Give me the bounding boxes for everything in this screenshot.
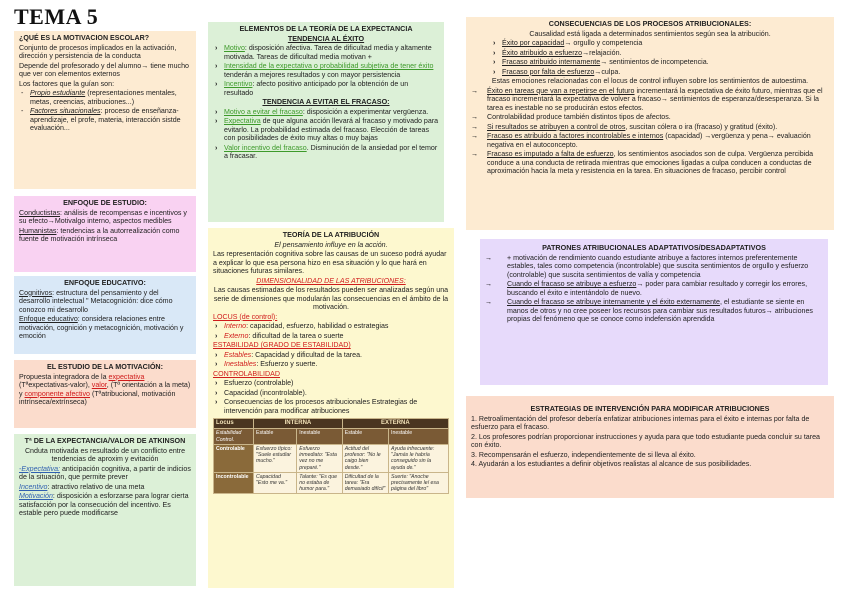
consecuencias-emotions: Estas emociones relacionadas con el locus de control influyen sobre los sentimientos de autoestima.: [491, 77, 809, 86]
expectativa-valor-intro: Cnduta motivada es resultado de un conflicto entre tendencias de aproxim y evitación: [24, 446, 186, 464]
list-item: › Capacidad (incontrolable).: [213, 389, 449, 398]
estudio-motivacion-heading: EL ESTUDIO DE LA MOTIVACIÓN:: [46, 362, 164, 371]
list-item: › Éxito por capacidad→ orgullo y competencia: [491, 39, 829, 48]
list-item: - Propio estudiante (representaciones mentales, metas, creencias, atribuciones...): [19, 89, 191, 106]
enfoque-estudio-box: [14, 196, 196, 272]
list-item: › Expectativa de que alguna acción llevará al fracaso y motivado para evitarlo. La probabilidad estimada del fracaso. Elección de tareas con posibilidades de éxito muy altas o muy bajas: [213, 117, 439, 143]
table-subheader: Inestable: [297, 429, 343, 444]
elementos-teoria-heading: ELEMENTOS DE LA TEORÍA DE LA EXPECTANCIA: [239, 24, 413, 33]
patrones-heading: PATRONES ATRIBUCIONALES ADAPTATIVOS/DESADAPTATIVOS: [542, 243, 766, 252]
table-row: Controlable Esfuerzo típico: "Suele estudiar mucho." Esfuerzo inmediato: "Esta vez no me preparé." Actitud del profesor: "No le caigo bien desde." Ayuda infrecuente: "Jamás le habría conseguido sin la ayuda de.": [214, 444, 449, 472]
dimensionalidad-text: Las causas estimadas de los resultados pueden ser analizadas según una serie de dimensiones que modularán las consecuencias en el ámbito de la motivación.: [213, 286, 449, 312]
table-header-externa: EXTERNA: [342, 419, 448, 429]
list-item: › Externo: dificultad de la tarea o suerte: [213, 332, 449, 341]
tendencia-evitar-heading: TENDENCIA A EVITAR EL FRACASO:: [262, 97, 390, 107]
list-item: Motivación: disposición a esforzarse para lograr cierta satisfacción por la consecución del incentivo. Es estable pero puede modificarse: [19, 492, 189, 518]
locus-label: LOCUS (de control):: [213, 312, 278, 321]
list-item: 3. Recompensarán el esfuerzo, independientemente de si lleva al éxito.: [471, 450, 696, 459]
estudio-motivacion-text: Propuesta integradora de la expectativa (Tªexpectativas-valor), valor, (Tª orientación a la meta) y componente afectivo (Tªatribucional, motivación intrínseca/extrínseca): [19, 372, 191, 407]
list-item: › Motivo a evitar el fracaso: disposición a experimentar vergüenza.: [213, 108, 439, 117]
list-item: › Intensidad de la expectativa o probabilidad subjetiva de tener éxito tenderán a mejores resultados y con mayor persistencia: [213, 62, 439, 79]
motivation-depends: Depende del profesorado y del alumno→ tiene mucho que ver con elementos externos: [19, 61, 189, 78]
list-item: › Fracaso atribuido internamente→ sentimientos de incompetencia.: [491, 58, 829, 67]
list-item: → Fracaso es atribuido a factores incontrolables e internos (capacidad) →vergüenza y pena→ evaluación negativa en el autoconcepto.: [471, 132, 829, 149]
estabilidad-label: ESTABILIDAD (GRADO DE ESTABILIDAD): [213, 341, 351, 350]
list-item: 4. Ayudarán a los estudiantes a definir objetivos realistas al alcance de sus posibilidades.: [471, 460, 752, 469]
estudio-motivacion-box: [14, 360, 196, 428]
list-item: › Fracaso por falta de esfuerzo→culpa.: [491, 68, 829, 77]
list-item: Incentivo: atractivo relativo de una meta: [19, 482, 145, 491]
motivation-heading: ¿QUÉ ES LA MOTIVACION ESCOLAR?: [19, 34, 150, 42]
table-subheader: Estable: [342, 429, 388, 444]
elementos-teoria-box: [208, 22, 444, 222]
list-item: - Factores situacionales: proceso de enseñanza-aprendizaje, el profe, materia, interacción sistde evaluación...: [19, 107, 191, 133]
list-item: → Cuando el fracaso se atribuye a esfuerzo→ poder para cambiar resultado y corregir los errores, buscando el éxito e intentándolo de nuevo.: [485, 280, 823, 297]
patrones-box: [480, 239, 828, 385]
motivation-definition: Conjunto de procesos implicados en la activación, dirección y persistencia de la conducta: [19, 43, 177, 60]
teoria-atribucion-box: [208, 228, 454, 588]
tendencia-evitar-list: [213, 108, 439, 161]
list-item: › Valor incentivo del fracaso. Disminución de la ansiedad por el temor a fracasar.: [213, 144, 439, 161]
atribucion-table: [213, 418, 449, 494]
consecuencias-feelings-list: [471, 39, 829, 76]
estrategias-heading: ESTRATEGIAS DE INTERVENCIÓN PARA MODIFICAR ATRIBUCIONES: [530, 404, 770, 413]
consecuencias-intro: Causalidad está ligada a determinados sentimientos según sea la atribución.: [529, 29, 771, 38]
controlabilidad-label: CONTROLABILIDAD: [213, 369, 281, 378]
dimensionalidad-heading: DIMENSIONALIDAD DE LAS ATRIBUCIONES:: [256, 276, 406, 285]
expectativa-valor-heading: Tª DE LA EXPECTANCIA/VALOR DE ATKINSON: [24, 436, 186, 445]
motivation-factors-list: [19, 89, 191, 133]
list-item: 2. Los profesores podrían proporcionar instrucciones y ayuda para que todo estudiante pueda concluir su tarea con éxito.: [471, 432, 820, 450]
list-item: › Estables: Capacidad y dificultad de la tarea.: [213, 351, 449, 360]
list-item: → Cuando el fracaso se atribuye internamente y el éxito externamente, el estudiante se siente en manos de otros y no cree poseer los recursos para cambiar sus resultados futuros→ atribuciones propias del fenómeno que se conoce como indefensión aprendida: [485, 298, 823, 324]
consecuencias-box: [466, 17, 834, 230]
list-item: › Incentivo: afecto positivo anticipado por la obtención de un resultado: [213, 80, 439, 97]
list-item: › Interno: capacidad, esfuerzo, habilidad o estrategias: [213, 322, 449, 331]
list-item: → Controlabilidad produce también distintos tipos de afectos.: [471, 113, 829, 122]
list-item: › Motivo: disposición afectiva. Tarea de dificultad media y altamente motivada. Tareas de dificultad media motivan +: [213, 44, 439, 61]
list-item: Conductistas: análisis de recompensas e incentivos y su efecto→Motivalgo interno, aspectos medibles: [19, 208, 187, 226]
locus-list: [213, 322, 449, 340]
list-item: → Fracaso es imputado a falta de esfuerzo, los sentimientos asociados son de culpa. Vergüenza percibida conduce a una conducta de retirada mientras que emociones ligadas a culpa conducen a conductas de aproximación hacia la meta y resistencia en la tarea. En situaciones de fracaso, percibir control: [471, 150, 829, 176]
list-item: › Inestables: Esfuerzo y suerte.: [213, 360, 449, 369]
expectativa-valor-box: [14, 434, 196, 586]
list-item: › Consecuencias de los procesos atribucionales Estrategias de intervención para modificar atribuciones: [213, 398, 449, 415]
list-item: -Expectativa: anticipación cognitiva, a partir de indicios de la situación, que permite prever: [19, 464, 191, 482]
tendencia-exito-heading: TENDENCIA AL ÉXITO: [287, 33, 365, 43]
list-item: → Éxito en tareas que van a repetirse en el futuro incrementará la expectativa de éxito futuro, mientras que el fracaso incrementará la expectativa de volver a fracaso→ sentimientos de esperanza/desesperanza. Si la tarea es inestable no se producirán estos efectos.: [471, 87, 829, 113]
teoria-atribucion-heading: TEORÍA DE LA ATRIBUCIÓN: [282, 230, 380, 239]
patrones-list: [485, 254, 823, 324]
table-subheader: Inestable: [389, 429, 449, 444]
list-item: Humanistas: tendencias a la autorrealización como fuente de motivación intrínseca: [19, 226, 180, 244]
table-header-interna: INTERNA: [254, 419, 343, 429]
enfoque-estudio-heading: ENFOQUE DE ESTUDIO:: [63, 198, 147, 207]
table-header-locus: Locus: [214, 419, 254, 429]
table-row: Incontrolable Capacidad "Esto me va." Talante: "Es que no estaba de humor para." Dificultad de la tarea: "Era demasiado difícil" Suerte: "Anoche precisamente leí esa página del libro": [214, 472, 449, 494]
consecuencias-heading: CONSECUENCIAS DE LOS PROCESOS ATRIBUCIONALES:: [548, 19, 752, 28]
list-item: Enfoque educativo: considera relaciones entre motivación, cognición y metacognición, motivación y emoción: [19, 315, 184, 341]
teoria-atribucion-subheading: El pensamiento influye en la acción.: [274, 240, 388, 249]
enfoque-educativo-box: [14, 276, 196, 354]
table-subheader: Estable: [254, 429, 297, 444]
table-header-estab-control: Estabilidad Control.: [214, 429, 254, 444]
teoria-atribucion-intro: Las representación cognitiva sobre las causas de un suceso podrá ayudar a explicar lo que esa persona hizo en esa situación y lo que hará en situaciones futuras similares.: [213, 250, 447, 276]
estabilidad-list: [213, 351, 449, 369]
list-item: → + motivación de rendimiento cuando estudiante atribuye a factores internos preferentemente estables, tales como competencia (incontrolable) que suscita sentimientos de orgullo y esfuerzo (controlable) que suscita sentimientos de valía y competencia: [485, 254, 823, 280]
list-item: › Éxito atribuido a esfuerzo→relajación.: [491, 49, 829, 58]
motivation-factors-intro: Los factores que la guían son:: [19, 79, 115, 88]
motivation-box: [14, 31, 196, 189]
tendencia-exito-list: [213, 44, 439, 97]
enfoque-educativo-heading: ENFOQUE EDUCATIVO:: [64, 278, 146, 287]
list-item: › Esfuerzo (controlable): [213, 379, 449, 388]
page-title: TEMA 5: [14, 4, 99, 29]
estrategias-box: [466, 396, 834, 498]
list-item: 1. Retroalimentación del profesor debería enfatizar atribuciones internas para el éxito e internas por falta de esfuerzo para el fracaso.: [471, 414, 810, 432]
controlabilidad-list: [213, 379, 449, 415]
list-item: Cognitivos: estructura del pensamiento y del desarrollo intelectual " Metacognición: dice cómo conozco mi desarrollo: [19, 288, 173, 314]
consecuencias-arrow-list: [471, 87, 829, 176]
list-item: → Si resultados se atribuyen a control de otros, suscitan cólera o ira (fracaso) y gratitud (éxito).: [471, 123, 829, 132]
